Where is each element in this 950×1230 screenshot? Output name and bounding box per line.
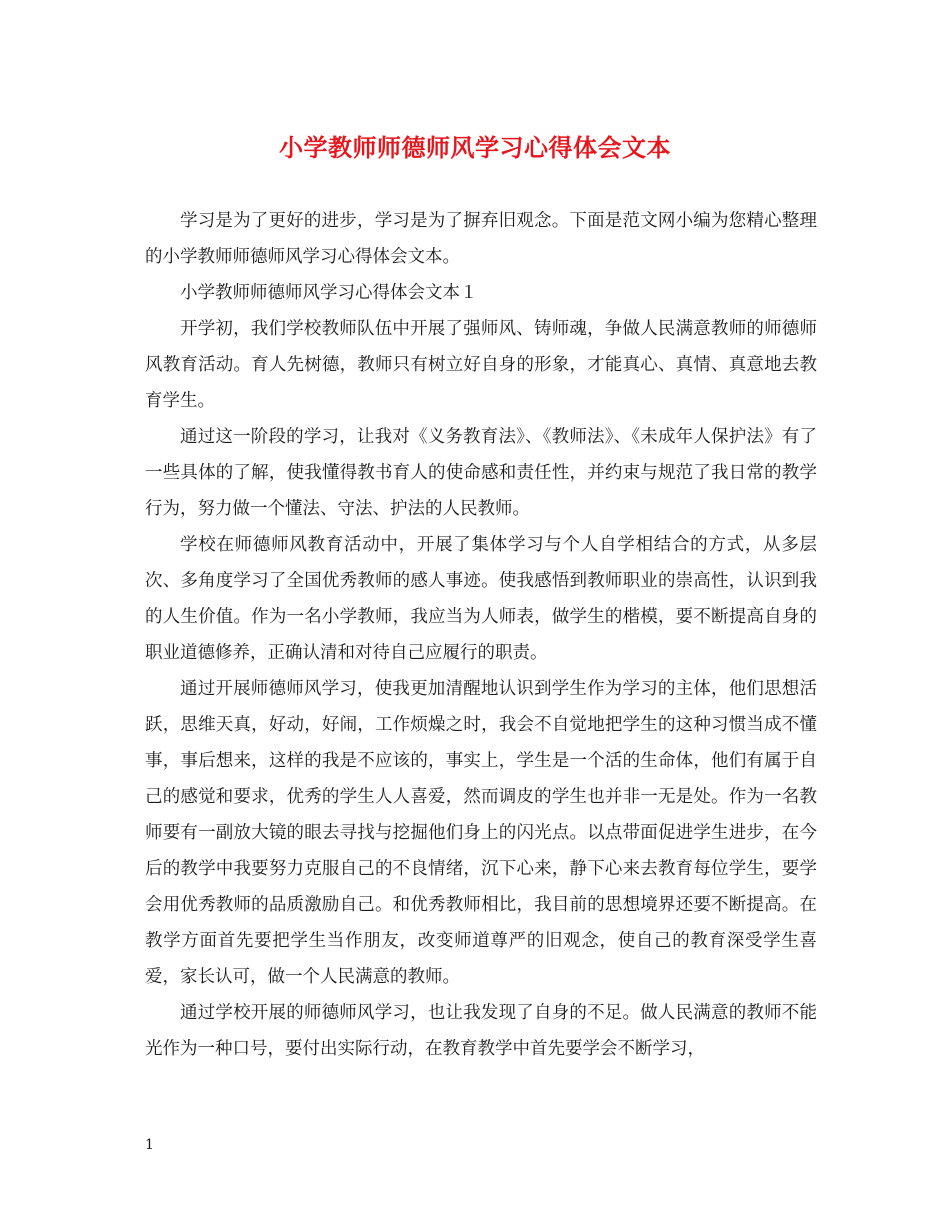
body-paragraph: 通过开展师德师风学习，使我更加清醒地认识到学生作为学习的主体，他们思想活跃，思维天真，好动，好闹，工作烦燥之时，我会不自觉地把学生的这种习惯当成不懂事，事后想来，这样的我是不应该的，事实上，学生是一个活的生命体，他们有属于自己的感觉和要求，优秀的学生人人喜爱，然而调皮的学生也并非一无是处。作为一名教师要有一副放大镜的眼去寻找与挖掘他们身上的闪光点。以点带面促进学生进步，在今后的教学中我要努力克服自己的不良情绪，沉下心来，静下心来去教育每位学生，要学会用优秀教师的品质激励自己。和优秀教师相比，我目前的思想境界还要不断提高。在教学方面首先要把学生当作朋友，改变师道尊严的旧观念，使自己的教育深受学生喜爱，家长认可，做一个人民满意的教师。 [145,679,817,987]
document-title: 小学教师师德师风学习心得体会文本 [279,133,671,162]
body-paragraph: 通过这一阶段的学习，让我对《义务教育法》、《教师法》、《未成年人保护法》有了一些具体的了解，使我懂得教书育人的使命感和责任性，并约束与规范了我日常的教学行为，努力做一个懂法、守法、护法的人民教师。 [145,427,817,519]
section-heading: 小学教师师德师风学习心得体会文本１ [180,283,478,303]
page-number: 1 [145,1137,154,1153]
document-body [145,203,817,1067]
intro-paragraph: 学习是为了更好的进步，学习是为了摒弃旧观念。下面是范文网小编为您精心整理的小学教师师德师风学习心得体会文本。 [145,211,817,267]
body-paragraph: 学校在师德师风教育活动中，开展了集体学习与个人自学相结合的方式，从多层次、多角度学习了全国优秀教师的感人事迹。使我感悟到教师职业的崇高性，认识到我的人生价值。作为一名小学教师，我应当为人师表，做学生的楷模，要不断提高自身的职业道德修养，正确认清和对待自己应履行的职责。 [145,535,817,663]
body-paragraph: 开学初，我们学校教师队伍中开展了强师风、铸师魂，争做人民满意教师的师德师风教育活动。育人先树德，教师只有树立好自身的形象，才能真心、真情、真意地去教育学生。 [145,319,817,411]
body-paragraph: 通过学校开展的师德师风学习，也让我发现了自身的不足。做人民满意的教师不能光作为一种口号，要付出实际行动，在教育教学中首先要学会不断学习， [145,1003,817,1059]
